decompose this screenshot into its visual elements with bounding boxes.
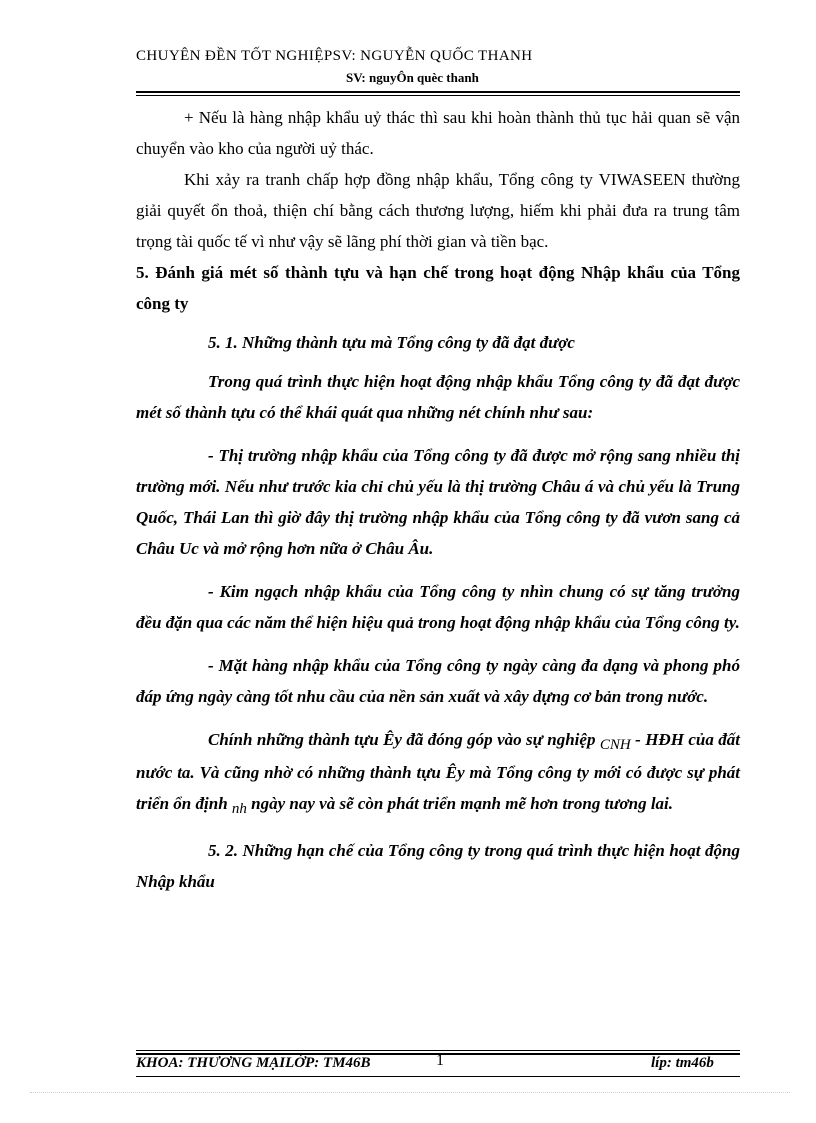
paragraph-market-expansion: - Thị trường nhập khẩu của Tổng công ty đã được mở rộng sang nhiều thị trường mới. Nếu như trước kia chỉ chủ yếu là thị trường Châu á và chủ yếu là Trung Quốc, Thái Lan thì giờ đây thị trường nhập khẩu của Tổng công ty đã vươn sang cả Châu Uc và mở rộng hơn nữa ở Châu Âu. <box>136 446 740 558</box>
contribution-text-c: ngày nay và sẽ còn phát triển mạnh mẽ hơn trong tương lai. <box>246 794 674 813</box>
footer-left: KHOA: THƯƠNG MẠILỚP: TM46B <box>136 1055 371 1071</box>
contribution-abbr-nh: nh <box>231 801 247 817</box>
subsection-heading-5-2: 5. 2. Những hạn chế của Tổng công ty trong quá trình thực hiện hoạt động Nhập khẩu <box>136 841 740 891</box>
paragraph-consignment: + Nếu là hàng nhập khẩu uỷ thác thì sau khi hoàn thành thủ tục hải quan sẽ vận chuyển vào kho của người uỷ thác. <box>136 108 740 158</box>
paragraph-contribution <box>136 724 740 821</box>
footer-right: líp: tm46b <box>651 1055 714 1071</box>
subsection-heading-5-1: 5. 1. Những thành tựu mà Tổng công ty đã đạt được <box>208 333 575 352</box>
contribution-text-b: - HĐH của đất nước ta. Và cũng nhờ có những thành tựu Êy mà Tổng công ty mới có được sự phát triển ổn định <box>136 730 740 813</box>
paragraph-achievements-intro: Trong quá trình thực hiện hoạt động nhập khẩu Tổng công ty đã đạt được mét số thành tựu có thể khái quát qua những nét chính như sau: <box>136 372 740 422</box>
paragraph-product-diversity: - Mặt hàng nhập khẩu của Tổng công ty ngày càng đa dạng và phong phó đáp ứng ngày càng tốt nhu cầu của nền sản xuất và xây dựng cơ bản trong nước. <box>136 656 740 706</box>
page-number: 1 <box>436 1052 444 1069</box>
header-title: CHUYÊN ĐỀN TỐT NGHIỆPSV: NGUYỄN QUỐC THANH <box>136 48 533 64</box>
section-heading-5: 5. Đánh giá mét số thành tựu và hạn chế trong hoạt động Nhập khẩu của Tổng công ty <box>136 263 740 313</box>
paragraph-disputes: Khi xảy ra tranh chấp hợp đồng nhập khẩu, Tổng công ty VIWASEEN thường giải quyết ổn thoả, thiện chí bằng cách thương lượng, hiếm khi phải đưa ra trung tâm trọng tài quốc tế vì như vậy sẽ lãng phí thời gian và tiền bạc. <box>136 170 740 251</box>
document-body <box>136 102 740 897</box>
header-rule-thin <box>136 95 740 96</box>
footer-bottom-rule <box>136 1076 740 1077</box>
contribution-text-a: Chính những thành tựu Êy đã đóng góp vào sự nghiệp <box>208 730 600 749</box>
header-rule-thick <box>136 91 740 93</box>
header-subtitle: SV: nguyÔn quèc thanh <box>346 70 479 85</box>
paragraph-turnover-growth: - Kim ngạch nhập khẩu của Tổng công ty nhìn chung có sự tăng trưởng đều đặn qua các năm thể hiện hiệu quả trong hoạt động nhập khẩu của Tổng công ty. <box>136 582 740 632</box>
page-edge-dotted-line <box>30 1092 790 1093</box>
footer-rule-thin <box>136 1050 740 1051</box>
contribution-abbr-cnh: CNH <box>599 737 631 753</box>
